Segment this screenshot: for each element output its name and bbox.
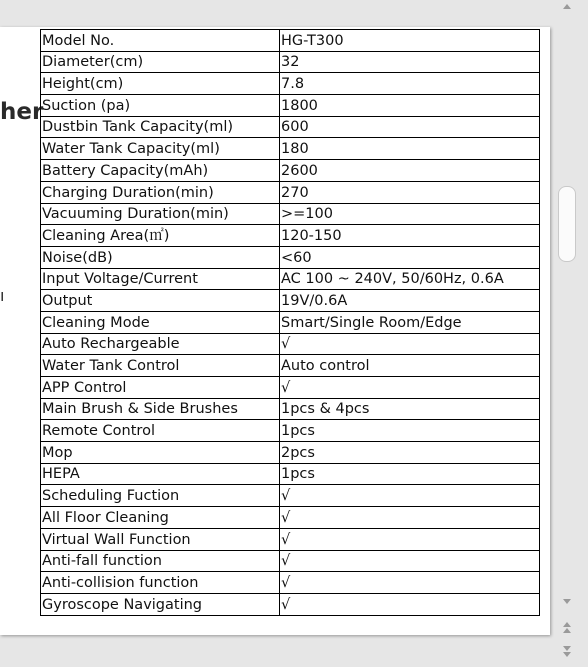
table-row — [41, 116, 540, 138]
spec-label: Dustbin Tank Capacity(ml) — [41, 116, 280, 138]
table-row — [41, 442, 540, 464]
spec-label: Model No. — [41, 30, 280, 52]
spec-value: >=100 — [280, 203, 540, 225]
scroll-up-arrow-icon[interactable] — [563, 4, 571, 9]
page-up-arrow-double-icon[interactable] — [563, 628, 571, 633]
table-row — [41, 528, 540, 550]
spec-value: Smart/Single Room/Edge — [280, 311, 540, 333]
spec-label: Noise(dB) — [41, 246, 280, 268]
spec-label: APP Control — [41, 377, 280, 399]
spec-value: √ — [280, 593, 540, 615]
spec-label: Mop — [41, 442, 280, 464]
spec-label: Auto Rechargeable — [41, 333, 280, 355]
table-row — [41, 246, 540, 268]
spec-value: √ — [280, 333, 540, 355]
table-row — [41, 73, 540, 95]
spec-value: HG-T300 — [280, 30, 540, 52]
spec-label: Vacuuming Duration(min) — [41, 203, 280, 225]
spec-value: √ — [280, 377, 540, 399]
cut-off-text-mark: ı — [0, 286, 5, 305]
spec-value: 19V/0.6A — [280, 290, 540, 312]
table-row — [41, 593, 540, 615]
spec-label: HEPA — [41, 463, 280, 485]
spec-label: Virtual Wall Function — [41, 528, 280, 550]
table-row — [41, 138, 540, 160]
spec-label: Cleaning Area(㎡) — [41, 225, 280, 247]
table-row — [41, 355, 540, 377]
table-row — [41, 30, 540, 52]
spec-value: 1pcs & 4pcs — [280, 398, 540, 420]
table-row — [41, 51, 540, 73]
spec-label: Cleaning Mode — [41, 311, 280, 333]
table-row — [41, 377, 540, 399]
spec-label: Output — [41, 290, 280, 312]
table-row — [41, 507, 540, 529]
table-row — [41, 95, 540, 117]
table-row — [41, 550, 540, 572]
spec-label: Water Tank Control — [41, 355, 280, 377]
spec-label: Diameter(cm) — [41, 51, 280, 73]
spec-value: Auto control — [280, 355, 540, 377]
table-row — [41, 225, 540, 247]
spec-label: Scheduling Fuction — [41, 485, 280, 507]
document-page — [0, 27, 550, 635]
page-down-arrow-icon[interactable] — [563, 646, 571, 651]
spec-value: 2600 — [280, 160, 540, 182]
spec-label: Battery Capacity(mAh) — [41, 160, 280, 182]
spec-label: Gyroscope Navigating — [41, 593, 280, 615]
table-row — [41, 485, 540, 507]
spec-label: Main Brush & Side Brushes — [41, 398, 280, 420]
table-row — [41, 203, 540, 225]
spec-value: AC 100 ~ 240V, 50/60Hz, 0.6A — [280, 268, 540, 290]
page-down-arrow-double-icon[interactable] — [563, 652, 571, 657]
spec-value: 1pcs — [280, 420, 540, 442]
spec-value: √ — [280, 550, 540, 572]
table-row — [41, 398, 540, 420]
spec-value: 7.8 — [280, 73, 540, 95]
spec-value: √ — [280, 572, 540, 594]
spec-value: 2pcs — [280, 442, 540, 464]
table-row — [41, 160, 540, 182]
table-row — [41, 311, 540, 333]
table-row — [41, 333, 540, 355]
table-row — [41, 572, 540, 594]
table-row — [41, 420, 540, 442]
spec-label: Charging Duration(min) — [41, 181, 280, 203]
spec-value: <60 — [280, 246, 540, 268]
spec-value: 120-150 — [280, 225, 540, 247]
spec-value: 600 — [280, 116, 540, 138]
spec-value: 1pcs — [280, 463, 540, 485]
spec-label: Remote Control — [41, 420, 280, 442]
spec-label: Anti-fall function — [41, 550, 280, 572]
spec-label: Water Tank Capacity(ml) — [41, 138, 280, 160]
spec-value: 1800 — [280, 95, 540, 117]
scrollbar-thumb[interactable] — [558, 186, 576, 262]
table-row — [41, 268, 540, 290]
spec-label: Suction (pa) — [41, 95, 280, 117]
spec-value: √ — [280, 485, 540, 507]
spec-value: √ — [280, 507, 540, 529]
table-row — [41, 181, 540, 203]
table-row — [41, 463, 540, 485]
table-row — [41, 290, 540, 312]
spec-value: √ — [280, 528, 540, 550]
scroll-down-arrow-icon[interactable] — [563, 599, 571, 604]
spec-value: 180 — [280, 138, 540, 160]
spec-label: Anti-collision function — [41, 572, 280, 594]
spec-label: Input Voltage/Current — [41, 268, 280, 290]
spec-label: Height(cm) — [41, 73, 280, 95]
page-up-arrow-icon[interactable] — [563, 622, 571, 627]
spec-value: 32 — [280, 51, 540, 73]
vertical-scrollbar[interactable] — [556, 0, 582, 667]
spec-value: 270 — [280, 181, 540, 203]
spec-label: All Floor Cleaning — [41, 507, 280, 529]
cut-off-heading-fragment: her — [0, 99, 44, 125]
specification-table — [40, 29, 540, 616]
